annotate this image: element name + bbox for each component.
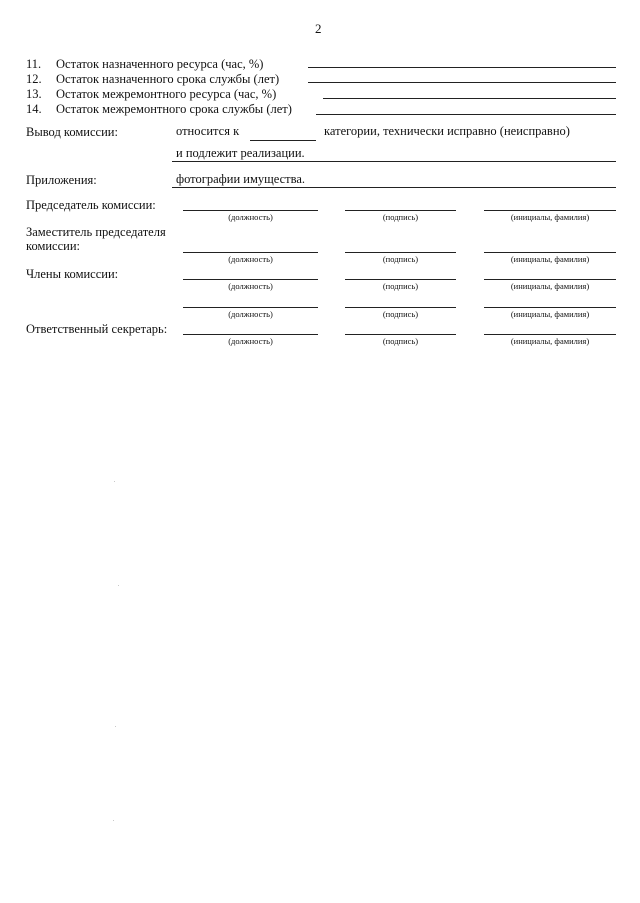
chair-position-caption: (должность) bbox=[228, 212, 273, 222]
secretary-position-line bbox=[183, 334, 318, 335]
scan-speck bbox=[114, 481, 115, 482]
attachments-underline bbox=[172, 187, 616, 188]
chair-name-caption: (инициалы, фамилия) bbox=[510, 212, 590, 222]
member2-name-line bbox=[484, 307, 616, 308]
member2-position-line bbox=[183, 307, 318, 308]
member2-name-caption: (инициалы, фамилия) bbox=[510, 309, 590, 319]
member2-signature-caption: (подпись) bbox=[382, 309, 419, 319]
item-13-label: Остаток межремонтного ресурса (час, %) bbox=[56, 87, 277, 101]
scan-speck bbox=[113, 820, 114, 821]
chair-label: Председатель комиссии: bbox=[26, 198, 156, 212]
item-14-number: 14. bbox=[26, 102, 42, 116]
conclusion-text-end: категории, технически исправно (неисправно) bbox=[324, 124, 570, 138]
member2-position-caption: (должность) bbox=[228, 309, 273, 319]
chair-name-line bbox=[484, 210, 616, 211]
item-14-label: Остаток межремонтного срока службы (лет) bbox=[56, 102, 292, 116]
secretary-signature-line bbox=[345, 334, 456, 335]
item-13-number: 13. bbox=[26, 87, 42, 101]
conclusion-line2: и подлежит реализации. bbox=[176, 146, 305, 160]
member2-signature-line bbox=[345, 307, 456, 308]
scan-speck bbox=[115, 726, 116, 727]
secretary-position-caption: (должность) bbox=[228, 336, 273, 346]
item-13-line bbox=[323, 98, 616, 99]
conclusion-underline bbox=[172, 161, 616, 162]
deputy-signature-caption: (подпись) bbox=[382, 254, 419, 264]
deputy-name-line bbox=[484, 252, 616, 253]
deputy-label: Заместитель председателя комиссии: bbox=[26, 225, 166, 253]
item-11-label: Остаток назначенного ресурса (час, %) bbox=[56, 57, 264, 71]
item-11-line bbox=[308, 67, 616, 68]
secretary-signature-caption: (подпись) bbox=[382, 336, 419, 346]
member1-position-line bbox=[183, 279, 318, 280]
item-12-line bbox=[308, 82, 616, 83]
member1-signature-line bbox=[345, 279, 456, 280]
conclusion-text-start: относится к bbox=[176, 124, 240, 138]
conclusion-label: Вывод комиссии: bbox=[26, 125, 118, 139]
item-11-number: 11. bbox=[26, 57, 42, 71]
page-number: 2 bbox=[315, 21, 322, 36]
chair-position-line bbox=[183, 210, 318, 211]
secretary-name-line bbox=[484, 334, 616, 335]
item-12-number: 12. bbox=[26, 72, 42, 86]
conclusion-category-blank bbox=[250, 140, 316, 141]
secretary-label: Ответственный секретарь: bbox=[26, 322, 168, 336]
item-14-line bbox=[316, 114, 616, 115]
member1-name-caption: (инициалы, фамилия) bbox=[510, 281, 590, 291]
item-12-label: Остаток назначенного срока службы (лет) bbox=[56, 72, 280, 86]
members-label: Члены комиссии: bbox=[26, 267, 119, 281]
deputy-name-caption: (инициалы, фамилия) bbox=[510, 254, 590, 264]
deputy-signature-line bbox=[345, 252, 456, 253]
attachments-value: фотографии имущества. bbox=[176, 172, 306, 186]
deputy-position-line bbox=[183, 252, 318, 253]
secretary-name-caption: (инициалы, фамилия) bbox=[510, 336, 590, 346]
member1-name-line bbox=[484, 279, 616, 280]
deputy-position-caption: (должность) bbox=[228, 254, 273, 264]
scan-speck bbox=[118, 585, 119, 586]
member1-position-caption: (должность) bbox=[228, 281, 273, 291]
chair-signature-caption: (подпись) bbox=[382, 212, 419, 222]
attachments-label: Приложения: bbox=[26, 173, 97, 187]
chair-signature-line bbox=[345, 210, 456, 211]
member1-signature-caption: (подпись) bbox=[382, 281, 419, 291]
